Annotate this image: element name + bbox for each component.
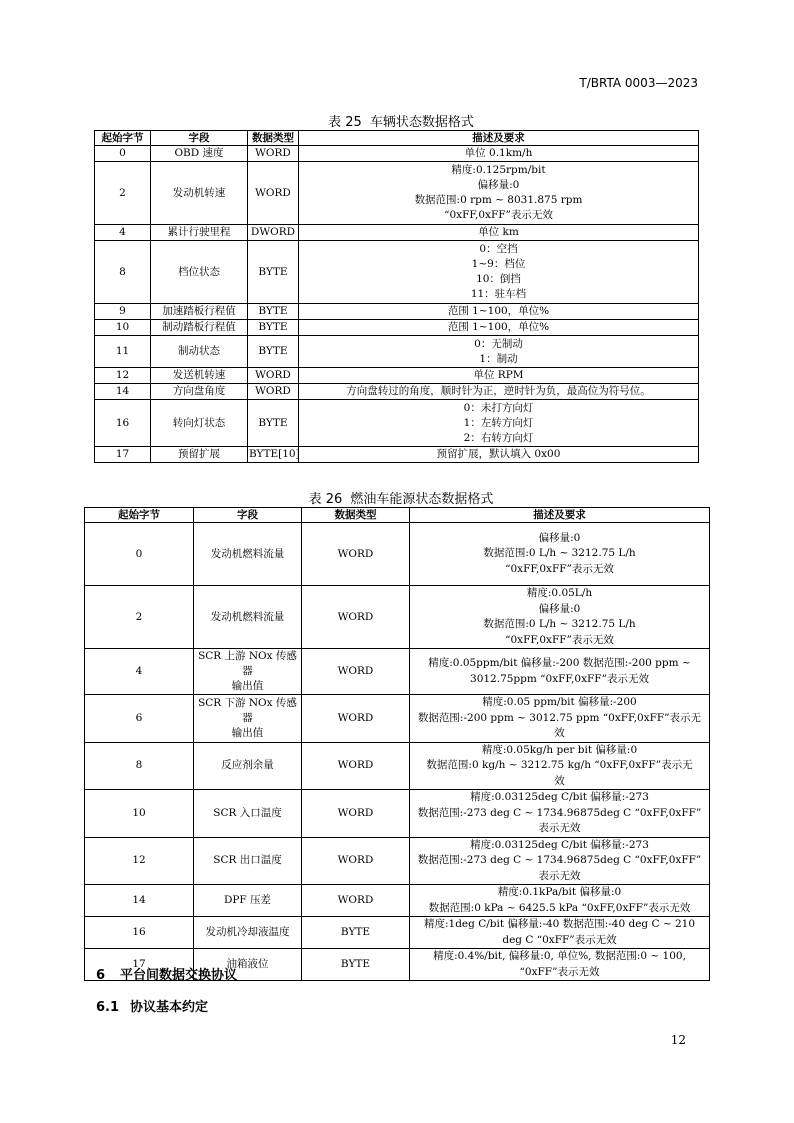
start-byte-cell: 16 — [95, 400, 151, 447]
column-header: 起始字节 — [95, 131, 151, 146]
description-cell: 偏移量:0 数据范围:0 L/h ~ 3212.75 L/h “0xFF,0xFF”表示无效 — [410, 523, 710, 586]
page-number: 12 — [670, 1033, 686, 1047]
table-26-caption — [0, 488, 794, 507]
table-row — [95, 447, 699, 463]
data-type-cell: WORD — [248, 368, 299, 384]
column-header: 起始字节 — [85, 508, 194, 523]
field-cell: 加速踏板行程值 — [151, 304, 248, 320]
table-row — [95, 146, 699, 162]
description-cell: 精度:0.03125deg C/bit 偏移量:-273 数据范围:-273 deg C ~ 1734.96875deg C “0xFF,0xFF” 表示无效 — [410, 790, 710, 838]
start-byte-cell: 2 — [95, 162, 151, 225]
data-type-cell: WORD — [302, 695, 410, 743]
data-type-cell: BYTE — [248, 336, 299, 368]
field-cell: SCR 上游 NOx 传感器 输出值 — [194, 649, 302, 695]
start-byte-cell: 12 — [85, 837, 194, 885]
data-type-cell: DWORD — [248, 225, 299, 241]
field-cell: 制动踏板行程值 — [151, 320, 248, 336]
table-25-label: 表 25 — [328, 115, 362, 130]
column-header: 字段 — [194, 508, 302, 523]
table-25-title: 车辆状态数据格式 — [369, 115, 474, 130]
table-row — [85, 649, 710, 695]
start-byte-cell: 4 — [95, 225, 151, 241]
start-byte-cell: 2 — [85, 586, 194, 649]
column-header: 数据类型 — [248, 131, 299, 146]
data-type-cell: BYTE — [248, 400, 299, 447]
data-type-cell: WORD — [248, 146, 299, 162]
description-cell: 范围 1~100，单位% — [299, 304, 699, 320]
data-type-cell: BYTE — [248, 304, 299, 320]
description-cell: 精度:0.125rpm/bit 偏移量:0 数据范围:0 rpm ~ 8031.875 rpm “0xFF,0xFF”表示无效 — [299, 162, 699, 225]
data-type-cell: BYTE — [248, 320, 299, 336]
field-cell: 转向灯状态 — [151, 400, 248, 447]
data-type-cell: WORD — [302, 837, 410, 885]
data-type-cell: WORD — [302, 885, 410, 917]
data-type-cell: WORD — [302, 586, 410, 649]
data-type-cell: WORD — [248, 162, 299, 225]
field-cell: 发动机燃料流量 — [194, 586, 302, 649]
description-cell: 精度:0.05kg/h per bit 偏移量:0 数据范围:0 kg/h ~ 3212.75 kg/h “0xFF,0xFF”表示无 效 — [410, 742, 710, 790]
description-cell: 精度:0.05 ppm/bit 偏移量:-200 数据范围:-200 ppm ~ 3012.75 ppm “0xFF,0xFF”表示无 效 — [410, 695, 710, 743]
field-cell: 档位状态 — [151, 241, 248, 304]
description-cell: 精度:0.05L/h 偏移量:0 数据范围:0 L/h ~ 3212.75 L/h “0xFF,0xFF”表示无效 — [410, 586, 710, 649]
table-row — [95, 384, 699, 400]
start-byte-cell: 8 — [95, 241, 151, 304]
start-byte-cell: 14 — [85, 885, 194, 917]
start-byte-cell: 10 — [85, 790, 194, 838]
table-row — [95, 368, 699, 384]
start-byte-cell: 11 — [95, 336, 151, 368]
data-type-cell: WORD — [302, 523, 410, 586]
start-byte-cell: 6 — [85, 695, 194, 743]
column-header: 描述及要求 — [299, 131, 699, 146]
data-type-cell: WORD — [302, 649, 410, 695]
table-header-row — [95, 131, 699, 146]
section-number: 6.1 — [96, 1000, 120, 1015]
table-26-title: 燃油车能源状态数据格式 — [350, 492, 494, 507]
description-cell: 0：空挡 1~9：档位 10：倒挡 11：驻车档 — [299, 241, 699, 304]
start-byte-cell: 4 — [85, 649, 194, 695]
table-row — [95, 162, 699, 225]
table-row — [85, 586, 710, 649]
start-byte-cell: 10 — [95, 320, 151, 336]
field-cell: SCR 出口温度 — [194, 837, 302, 885]
start-byte-cell: 0 — [85, 523, 194, 586]
field-cell: 累计行驶里程 — [151, 225, 248, 241]
table-row — [95, 320, 699, 336]
description-cell: 精度:1deg C/bit 偏移量:-40 数据范围:-40 deg C ~ 210 deg C “0xFF”表示无效 — [410, 917, 710, 949]
field-cell: 发动机燃料流量 — [194, 523, 302, 586]
section-title: 平台间数据交换协议 — [120, 968, 238, 983]
table-row — [85, 837, 710, 885]
description-cell: 精度:0.4%/bit, 偏移量:0, 单位%, 数据范围:0 ~ 100, “0xFF”表示无效 — [410, 949, 710, 981]
section-title: 协议基本约定 — [130, 1000, 209, 1015]
data-type-cell: WORD — [302, 790, 410, 838]
start-byte-cell: 0 — [95, 146, 151, 162]
table-26-label: 表 26 — [308, 492, 343, 507]
column-header: 描述及要求 — [410, 508, 710, 523]
table-row — [85, 790, 710, 838]
field-cell: 预留扩展 — [151, 447, 248, 463]
field-cell: 制动状态 — [151, 336, 248, 368]
description-cell: 精度:0.03125deg C/bit 偏移量:-273 数据范围:-273 deg C ~ 1734.96875deg C “0xFF,0xFF” 表示无效 — [410, 837, 710, 885]
table-row — [95, 336, 699, 368]
start-byte-cell: 17 — [85, 949, 194, 981]
start-byte-cell: 17 — [95, 447, 151, 463]
document-code: T/BRTA 0003—2023 — [579, 76, 698, 90]
vehicle-status-table — [94, 130, 699, 463]
table-header-row — [85, 508, 710, 523]
section-number: 6 — [96, 968, 106, 983]
data-type-cell: BYTE — [248, 241, 299, 304]
data-type-cell: BYTE — [302, 949, 410, 981]
description-cell: 预留扩展，默认填入 0x00 — [299, 447, 699, 463]
table-row — [85, 885, 710, 917]
description-cell: 单位 km — [299, 225, 699, 241]
column-header: 字段 — [151, 131, 248, 146]
description-cell: 单位 0.1km/h — [299, 146, 699, 162]
table-25-caption — [0, 111, 794, 130]
field-cell: 反应剂余量 — [194, 742, 302, 790]
field-cell: 发动机冷却液温度 — [194, 917, 302, 949]
table-row — [85, 742, 710, 790]
description-cell: 0：无制动 1：制动 — [299, 336, 699, 368]
fuel-energy-status-table — [84, 507, 710, 981]
description-cell: 单位 RPM — [299, 368, 699, 384]
table-row — [95, 304, 699, 320]
table-row — [95, 225, 699, 241]
start-byte-cell: 9 — [95, 304, 151, 320]
section-heading-6-1 — [96, 996, 208, 1015]
field-cell: 发动机转速 — [151, 162, 248, 225]
field-cell: SCR 下游 NOx 传感器 输出值 — [194, 695, 302, 743]
start-byte-cell: 12 — [95, 368, 151, 384]
description-cell: 方向盘转过的角度，顺时针为正，逆时针为负，最高位为符号位。 — [299, 384, 699, 400]
field-cell: DPF 压差 — [194, 885, 302, 917]
description-cell: 范围 1~100，单位% — [299, 320, 699, 336]
data-type-cell: WORD — [302, 742, 410, 790]
description-cell: 精度:0.05ppm/bit 偏移量:-200 数据范围:-200 ppm ~ 3012.75ppm “0xFF,0xFF”表示无效 — [410, 649, 710, 695]
column-header: 数据类型 — [302, 508, 410, 523]
description-cell: 0：未打方向灯 1：左转方向灯 2：右转方向灯 — [299, 400, 699, 447]
start-byte-cell: 16 — [85, 917, 194, 949]
field-cell: SCR 入口温度 — [194, 790, 302, 838]
field-cell: 方向盘角度 — [151, 384, 248, 400]
field-cell: 发送机转速 — [151, 368, 248, 384]
description-cell: 精度:0.1kPa/bit 偏移量:0 数据范围:0 kPa ~ 6425.5 kPa “0xFF,0xFF”表示无效 — [410, 885, 710, 917]
table-row — [85, 695, 710, 743]
data-type-cell: BYTE — [302, 917, 410, 949]
field-cell: OBD 速度 — [151, 146, 248, 162]
data-type-cell: BYTE[10] — [248, 447, 299, 463]
field-cell: 油箱液位 — [194, 949, 302, 981]
table-row — [85, 917, 710, 949]
table-row — [95, 241, 699, 304]
data-type-cell: WORD — [248, 384, 299, 400]
table-row — [85, 523, 710, 586]
start-byte-cell: 8 — [85, 742, 194, 790]
section-heading-6 — [96, 964, 237, 983]
table-row — [95, 400, 699, 447]
start-byte-cell: 14 — [95, 384, 151, 400]
